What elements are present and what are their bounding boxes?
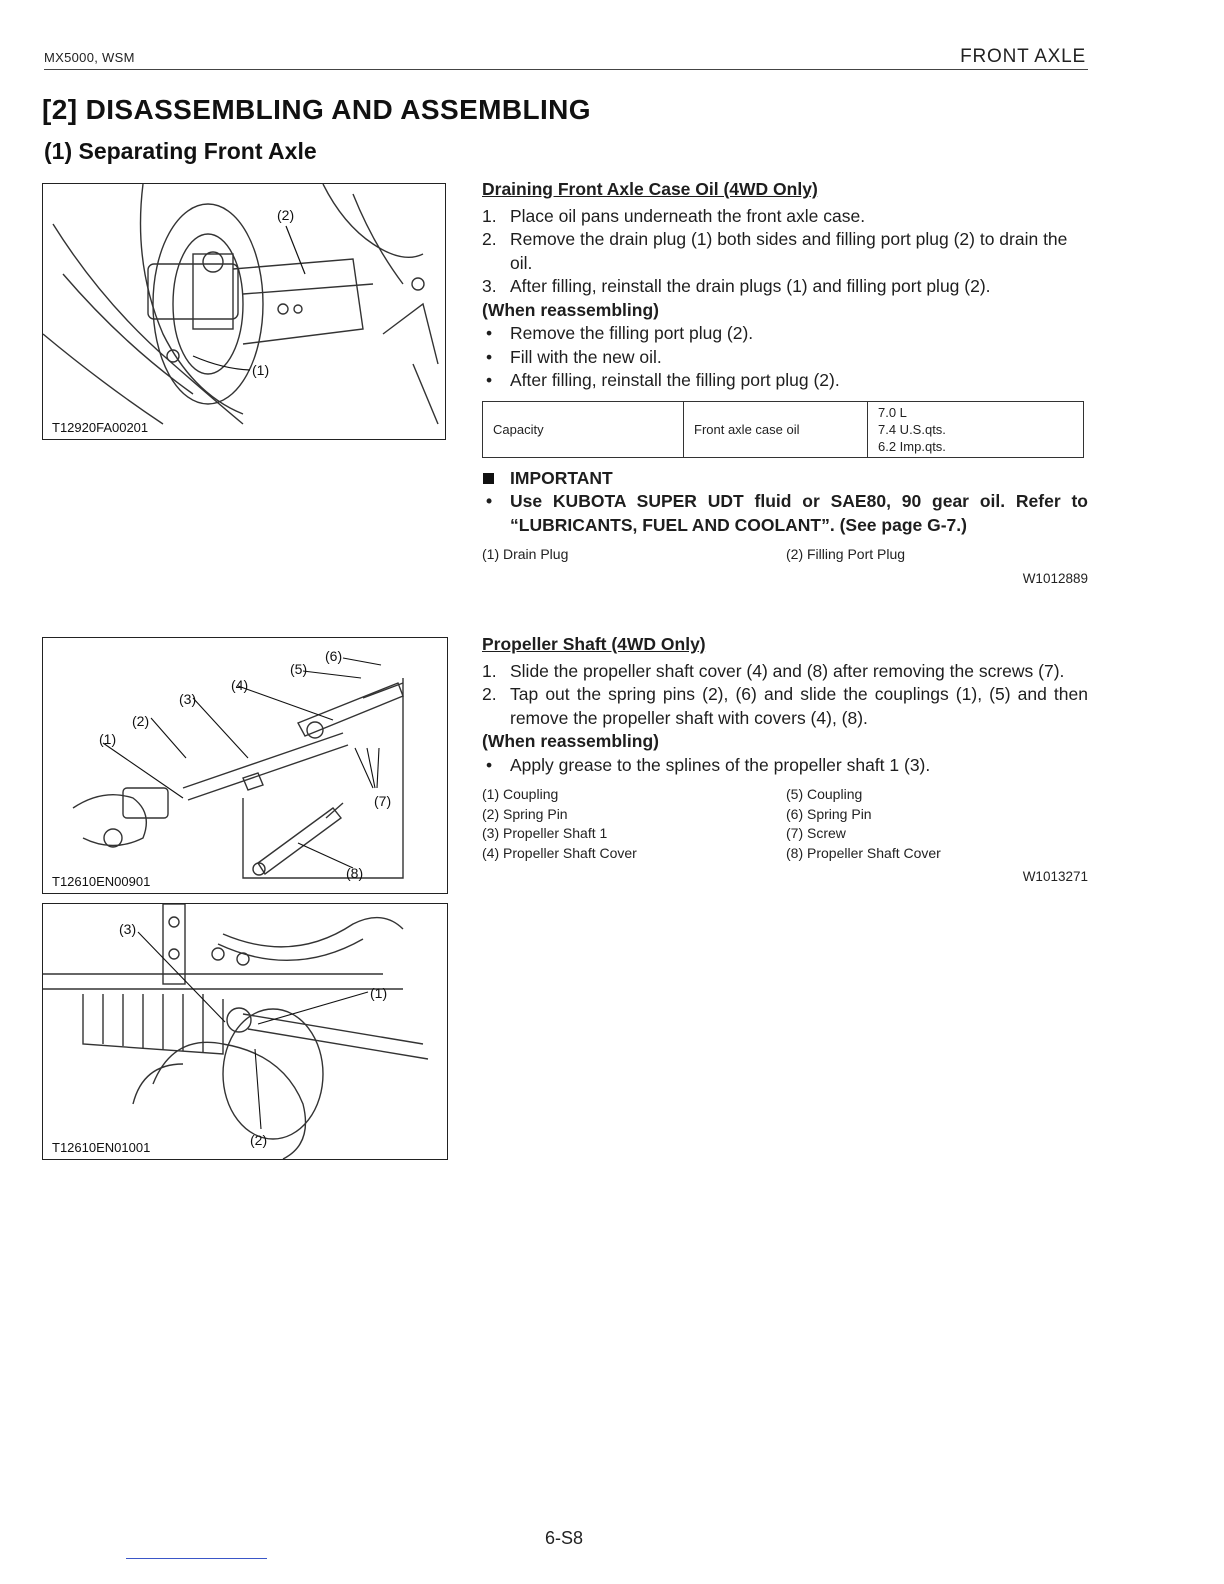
reference-code: W1012889 [1022,570,1088,586]
draining-step [482,275,1088,299]
capacity-values-cell [868,401,1084,457]
important-note [482,490,1088,537]
capacity-label-cell: Capacity [483,401,684,457]
bullet-item [482,346,1088,370]
fig3-callout-3: (3) [119,921,137,937]
capacity-table [482,401,1084,458]
legend-item: (2) Spring Pin [482,805,568,822]
legend-row [482,805,1088,825]
draining-heading: Draining Front Axle Case Oil (4WD Only) [482,179,818,199]
figure-propeller-shaft-installed [42,903,448,1160]
reassembling-label: (When reassembling) [482,299,659,320]
legend-item: (7) Screw [786,825,846,841]
step-text: Slide the propeller shaft cover (4) and (8) after removing the screws (7). [510,660,1065,681]
propeller-heading: Propeller Shaft (4WD Only) [482,634,706,654]
figure-id: T12610EN00901 [49,874,153,889]
legend-row [482,545,1088,565]
step-number: 1. [482,660,497,681]
page-number: 6-S8 [545,1528,584,1548]
figure-propeller-shaft-drawing [43,638,447,893]
fig1-callout-1: (1) [252,362,270,378]
fig2-callout-5: (5) [290,661,308,677]
legend-item: (6) Spring Pin [786,805,872,822]
legend-item: (1) Coupling [482,786,559,802]
figure-id: T12920FA00201 [49,420,151,435]
bullet-item [482,322,1088,346]
legend-item: (2) Filling Port Plug [786,546,906,562]
legend-item: (1) Drain Plug [482,546,569,562]
bullet-icon: • [486,323,493,343]
bullet-text: Remove the filling port plug (2). [510,323,754,343]
header-rule [44,69,1088,70]
capacity-value-us-qts: 7.4 U.S.qts. [878,421,946,437]
capacity-item-cell: Front axle case oil [684,401,868,457]
capacity-value-imp-qts: 6.2 Imp.qts. [878,438,946,454]
legend-row [482,844,1088,864]
fig2-callout-2: (2) [132,713,150,729]
step-text: After filling, reinstall the drain plugs (1) and filling port plug (2). [510,276,991,296]
table-row [483,401,1084,457]
step-number: 2. [482,229,497,249]
figure-drain-plug-drawing [43,184,445,439]
figure-drain-plug [42,183,446,440]
step-number: 1. [482,205,497,226]
footer-rule [126,1558,267,1559]
fig2-callout-4: (4) [231,677,249,693]
step-text: Remove the drain plug (1) both sides and filling port plug (2) to drain the oil. [510,229,1068,273]
step-number: 3. [482,276,497,296]
subsection-title: (1) Separating Front Axle [44,138,317,164]
important-label: IMPORTANT [510,467,613,488]
fig3-callout-1: (1) [370,985,388,1001]
figure-propeller-installed-drawing [43,904,447,1159]
legend-row [482,824,1088,844]
bullet-text: Apply grease to the splines of the propeller shaft 1 (3). [510,754,931,775]
fig2-callout-6: (6) [325,648,343,664]
fig2-callout-1: (1) [99,731,117,747]
fig3-callout-2: (2) [250,1132,268,1148]
legend-row [482,785,1088,805]
draining-legend [482,545,1088,565]
header-model: MX5000, WSM [44,50,135,65]
propeller-step [482,683,1088,730]
bullet-icon: • [486,491,493,511]
step-text: Tap out the spring pins (2), (6) and slide the couplings (1), (5) and then remove the propeller shaft with covers (4), (8). [510,684,1088,728]
bullet-icon: • [486,370,493,390]
fig2-callout-7: (7) [374,793,392,809]
bullet-icon: • [486,754,493,775]
fig1-callout-2: (2) [277,207,295,223]
propeller-section [482,633,1088,889]
bullet-text: Fill with the new oil. [510,346,662,367]
reference-code: W1013271 [1022,869,1088,884]
important-text: Use KUBOTA SUPER UDT fluid or SAE80, 90 gear oil. Refer to “LUBRICANTS, FUEL AND COOLANT”. (See page G-7.) [510,491,1088,535]
fig2-callout-8: (8) [346,865,364,881]
step-number: 2. [482,684,497,704]
fig2-callout-3: (3) [179,691,197,707]
legend-item: (5) Coupling [786,786,863,802]
header-section: FRONT AXLE [960,46,1086,67]
reassembling-label: (When reassembling) [482,731,659,751]
draining-step [482,205,1088,229]
important-heading [482,467,1088,491]
propeller-step [482,660,1088,684]
figure-id: T12610EN01001 [49,1140,153,1155]
capacity-value-liters: 7.0 L [878,404,907,420]
legend-item: (8) Propeller Shaft Cover [786,844,941,861]
draining-section [482,178,1088,590]
figure-propeller-shaft-exploded [42,637,448,894]
bullet-item [482,369,1088,393]
section-title: [2] DISASSEMBLING AND ASSEMBLING [42,94,591,125]
propeller-legend [482,785,1088,863]
bullet-icon: • [486,346,493,367]
legend-item: (4) Propeller Shaft Cover [482,844,637,861]
step-text: Place oil pans underneath the front axle case. [510,205,866,226]
draining-step [482,228,1088,275]
square-bullet-icon [483,473,494,484]
bullet-text: After filling, reinstall the filling port plug (2). [510,370,840,390]
bullet-item [482,754,1088,778]
legend-item: (3) Propeller Shaft 1 [482,825,608,841]
